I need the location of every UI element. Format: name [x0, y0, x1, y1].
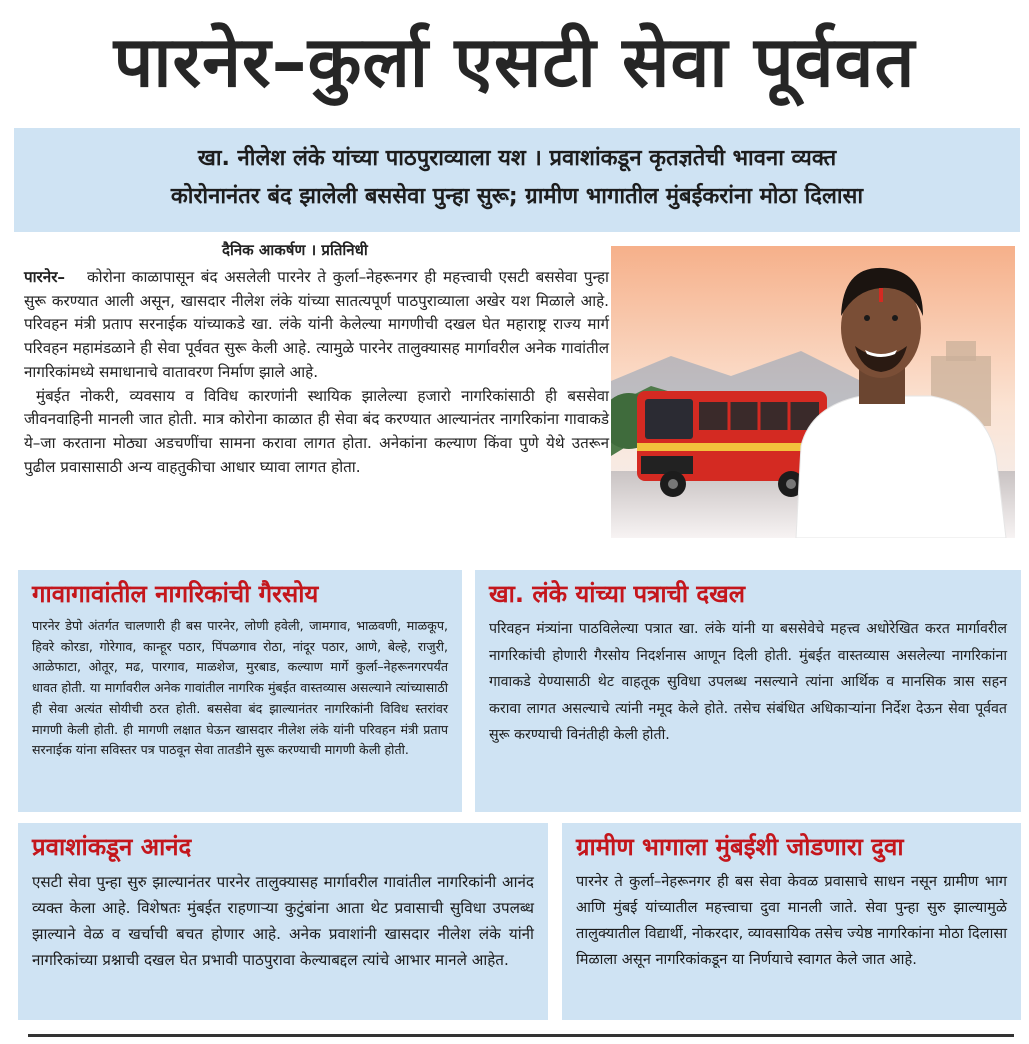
section-title: गावागावांतील नागरिकांची गैरसोय [32, 580, 319, 608]
bus-and-portrait-photo-icon [611, 246, 1015, 538]
section-letter-noticed [475, 570, 1021, 812]
section-title: खा. लंके यांच्या पत्राची दखल [489, 580, 746, 608]
news-photo [611, 246, 1015, 538]
lead-article [24, 266, 609, 479]
subheadline-line-2: कोरोनानंतर बंद झालेली बससेवा पुन्हा सुरू; ग्रामीण भागातील मुंबईकरांना मोठा दिलासा [170, 184, 864, 209]
section-body: एसटी सेवा पुन्हा सुरु झाल्यानंतर पारनेर तालुक्यासह मार्गावरील गावांतील नागरिकांनी आनंद व्यक्त केला आहे. विशेषतः मुंबईत राहणाऱ्या कुटुंबांना आता थेट प्रवासाची सुविधा उपलब्ध झाल्याने वेळ व खर्चाची बचत होणार आहे. अनेक प्रवाशांनी खासदार नीलेश लंके यांनी नागरिकांच्या प्रश्नाची दखल घेत प्रभावी पाठपुरावा केल्याबद्दल त्यांचे आभार मानले आहेत. [32, 873, 534, 969]
section-body: परिवहन मंत्र्यांना पाठविलेल्या पत्रात खा. लंके यांनी या बससेवेचे महत्त्व अधोरेखित करत मार्गावरील नागरिकांची होणारी गैरसोय निदर्शनास आणून दिली होती. मुंबईत वास्तव्यास असलेल्या नागरिकांना गावाकडे येण्यासाठी थेट वाहतूक सुविधा उपलब्ध नसल्याने त्यांना आर्थिक व मानसिक त्रास सहन करावा लागत असल्याचे त्यांनी नमूद केले होते. तसेच संबंधित अधिकाऱ्यांना निर्देश देऊन सेवा पूर्ववत सुरू करण्याची विनंतीही केली होती. [489, 621, 1007, 743]
byline: दैनिक आकर्षण । प्रतिनिधी [222, 241, 368, 259]
subheadline-line-1: खा. नीलेश लंके यांच्या पाठपुराव्याला यश । प्रवाशांकडून कृतज्ञतेची भावना व्यक्त [197, 146, 837, 171]
section-title: ग्रामीण भागाला मुंबईशी जोडणारा दुवा [576, 833, 904, 861]
section-passengers-joy [18, 823, 548, 1020]
subheadline-banner [14, 128, 1020, 232]
section-body: पारनेर ते कुर्ला–नेहरूनगर ही बस सेवा केवळ प्रवासाचे साधन नसून ग्रामीण भाग आणि मुंबई यांच्यातील महत्त्वाचा दुवा मानली जाते. सेवा पुन्हा सुरु झाल्यामुळे तालुक्यातील विद्यार्थी, नोकरदार, व्यावसायिक तसेच ज्येष्ठ नागरिकांना मोठा दिलासा मिळाला असून नागरिकांकडून या निर्णयाचे स्वागत केले जात आहे. [576, 873, 1007, 968]
dateline-place: पारनेर– [24, 268, 66, 286]
bottom-rule [28, 1034, 1014, 1037]
section-villagers-inconvenience [18, 570, 462, 812]
lead-paragraph-1-text: कोरोना काळापासून बंद असलेली पारनेर ते कुर्ला–नेहरूनगर ही महत्त्वाची एसटी बससेवा पुन्हा सुरू करण्यात आली असून, खासदार नीलेश लंके यांच्या सातत्यपूर्ण पाठपुराव्याला अखेर यश मिळाले आहे. परिवहन मंत्री प्रताप सरनाईक यांच्याकडे खा. लंके यांनी केलेल्या मागणीची दखल घेत महाराष्ट्र राज्य मार्ग परिवहन महामंडळाने ही सेवा पूर्ववत सुरू केली आहे. त्यामुळे पारनेर तालुक्यासह मार्गावरील अनेक गावांतील नागरिकांमध्ये समाधानाचे वातावरण निर्माण झाले आहे. [24, 268, 609, 381]
section-title: प्रवाशांकडून आनंद [32, 833, 192, 861]
lead-paragraph-1 [24, 266, 609, 385]
section-rural-mumbai-link [562, 823, 1021, 1020]
headline: पारनेर–कुर्ला एसटी सेवा पूर्ववत [113, 21, 916, 103]
lead-paragraph-2: मुंबईत नोकरी, व्यवसाय व विविध कारणांनी स्थायिक झालेल्या हजारो नागरिकांसाठी ही बससेवा जीवनवाहिनी मानली जात होती. मात्र कोरोना काळात ही सेवा बंद करण्यात आल्यानंतर नागरिकांना गावाकडे ये–जा करताना मोठ्या अडचणींचा सामना करावा लागत होता. अनेकांना कल्याण किंवा पुणे येथे उतरून पुढील प्रवासासाठी अन्य वाहतुकीचा आधार घ्यावा लागत होता. [24, 386, 609, 476]
section-body: पारनेर डेपो अंतर्गत चालणारी ही बस पारनेर, लोणी हवेली, जामगाव, भाळवणी, माळकूप, हिवरे कोरडा, गोरेगाव, कान्हूर पठार, पिंपळगाव रोठा, नांदूर पठार, आणे, बेल्हे, राजुरी, आळेफाटा, ओतूर, मढ, पारगाव, माळशेज, मुरबाड, कल्याण मार्गे कुर्ला–नेहरूनगरपर्यंत धावत होती. या मार्गावरील अनेक गावांतील नागरिक मुंबईत वास्तव्यास असल्याने त्यांच्यासाठी ही सेवा अत्यंत सोयीची ठरत होती. बससेवा बंद झाल्यानंतर नागरिकांनी विविध स्तरांवर मागणी केली होती. ही मागणी लक्षात घेऊन खासदार नीलेश लंके यांनी परिवहन मंत्री प्रताप सरनाईक यांना सविस्तर पत्र पाठवून सेवा तातडीने सुरू करण्याची मागणी केली होती. [32, 618, 448, 758]
